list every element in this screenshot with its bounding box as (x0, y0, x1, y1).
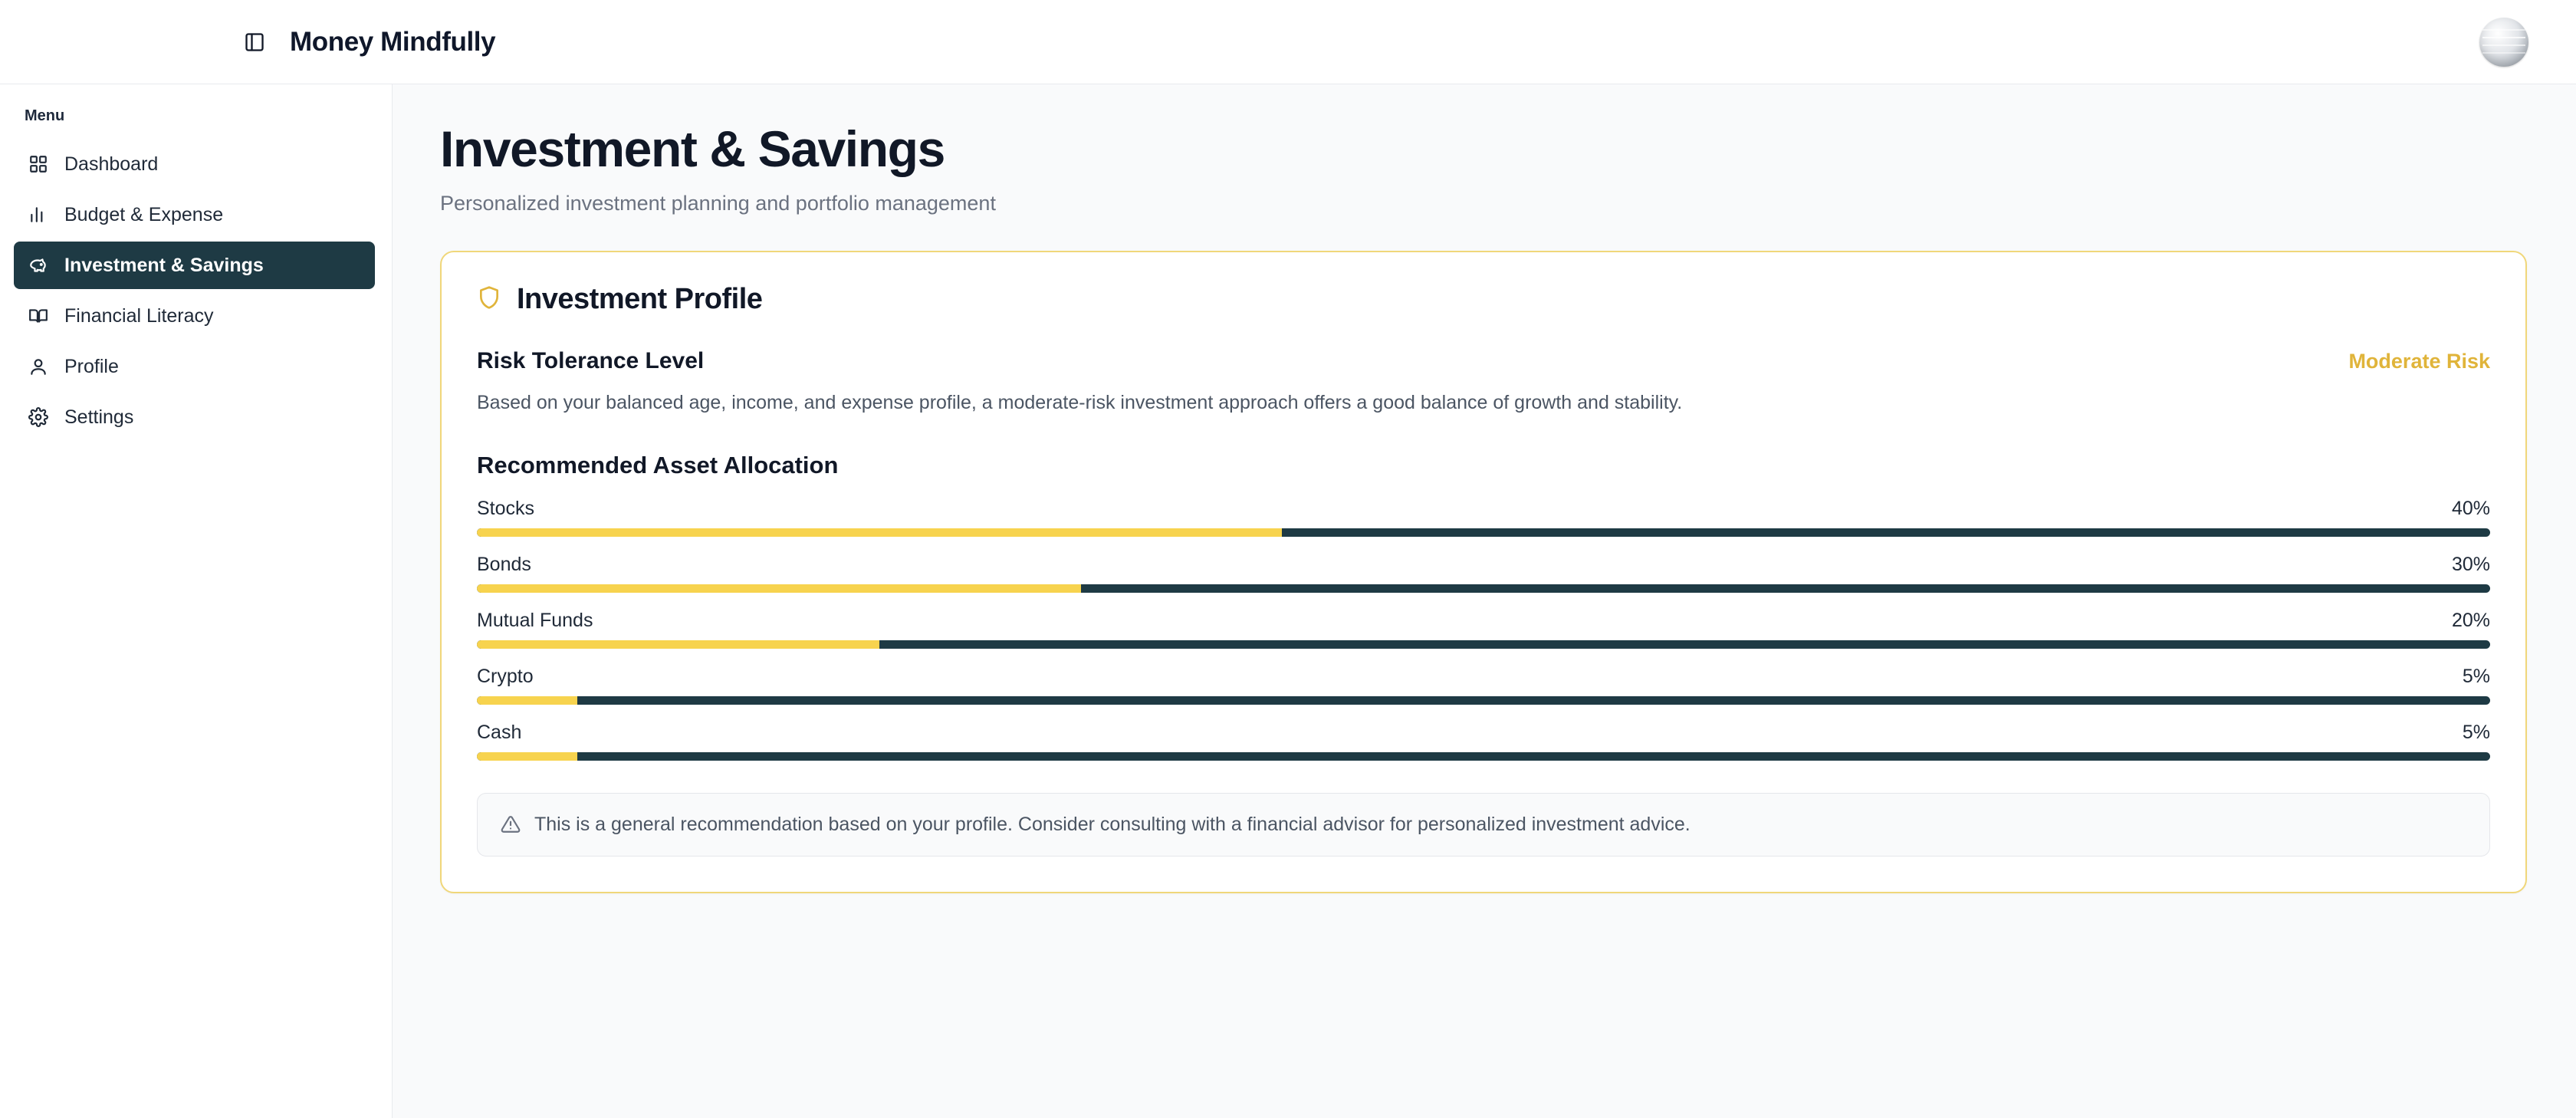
sidebar-item-label: Financial Literacy (64, 304, 214, 327)
allocation-bar-track (477, 696, 2490, 705)
app-shell (0, 84, 2576, 1118)
sidebar-item-label: Settings (64, 406, 134, 428)
allocation-bar-track (477, 640, 2490, 649)
risk-tolerance-description: Based on your balanced age, income, and expense profile, a moderate-risk investment approach offers a good balance of growth and stability. (477, 391, 1683, 413)
user-icon (28, 356, 49, 377)
shield-icon (477, 285, 501, 314)
risk-tolerance-row (477, 348, 2490, 374)
sidebar-item-label: Investment & Savings (64, 254, 264, 276)
allocation-bar-track (477, 528, 2490, 537)
top-bar (0, 0, 2576, 84)
allocation-value: 5% (2462, 721, 2490, 743)
card-header (477, 283, 2490, 316)
sidebar-item-settings[interactable] (14, 393, 375, 441)
panel-left-icon[interactable] (239, 27, 270, 58)
allocation-label: Bonds (477, 553, 531, 575)
sidebar-item-investment-savings[interactable] (14, 242, 375, 289)
investment-profile-card (440, 251, 2527, 893)
grid-icon (28, 153, 49, 175)
disclaimer-text: This is a general recommendation based on your profile. Consider consulting with a financial advisor for personalized investment advice. (534, 813, 1691, 835)
sidebar-item-label: Profile (64, 355, 119, 377)
warning-triangle-icon (501, 814, 521, 834)
allocation-row-mutual-funds (477, 610, 2490, 649)
allocation-bar-track (477, 584, 2490, 593)
allocation-bar-fill (477, 696, 577, 705)
allocation-row-crypto (477, 666, 2490, 705)
disclaimer-note (477, 793, 2490, 857)
allocation-value: 20% (2451, 609, 2490, 631)
gear-icon (28, 406, 49, 428)
allocation-bar-fill (477, 584, 1081, 593)
status-badge: Moderate Risk (2348, 349, 2490, 373)
piggy-bank-icon (28, 255, 49, 276)
allocation-bar-fill (477, 752, 577, 761)
allocation-value: 40% (2451, 497, 2490, 519)
sidebar-menu-label: Menu (25, 107, 65, 124)
avatar[interactable] (2479, 18, 2528, 67)
allocation-bar-fill (477, 528, 1282, 537)
app-brand-title: Money Mindfully (290, 26, 496, 57)
page-subtitle: Personalized investment planning and portfolio management (440, 191, 996, 215)
page-title: Investment & Savings (440, 120, 945, 177)
sidebar-item-dashboard[interactable] (14, 140, 375, 188)
sidebar-item-label: Budget & Expense (64, 203, 224, 225)
allocation-label: Crypto (477, 665, 534, 687)
sidebar (0, 84, 393, 1118)
allocation-label: Stocks (477, 497, 535, 519)
asset-allocation-list (477, 498, 2490, 761)
allocation-label: Mutual Funds (477, 609, 593, 631)
card-title: Investment Profile (517, 282, 763, 315)
asset-allocation-heading: Recommended Asset Allocation (477, 451, 839, 478)
book-open-icon (28, 305, 49, 327)
allocation-bar-fill (477, 640, 879, 649)
main-content (393, 84, 2576, 1118)
sidebar-item-financial-literacy[interactable] (14, 292, 375, 340)
sidebar-item-budget-expense[interactable] (14, 191, 375, 238)
allocation-value: 30% (2451, 553, 2490, 575)
allocation-value: 5% (2462, 665, 2490, 687)
bar-chart-icon (28, 204, 49, 225)
allocation-row-bonds (477, 554, 2490, 593)
allocation-row-stocks (477, 498, 2490, 537)
allocation-row-cash (477, 722, 2490, 761)
sidebar-item-label: Dashboard (64, 153, 159, 175)
allocation-bar-track (477, 752, 2490, 761)
allocation-label: Cash (477, 721, 522, 743)
risk-tolerance-heading: Risk Tolerance Level (477, 347, 705, 373)
sidebar-item-profile[interactable] (14, 343, 375, 390)
